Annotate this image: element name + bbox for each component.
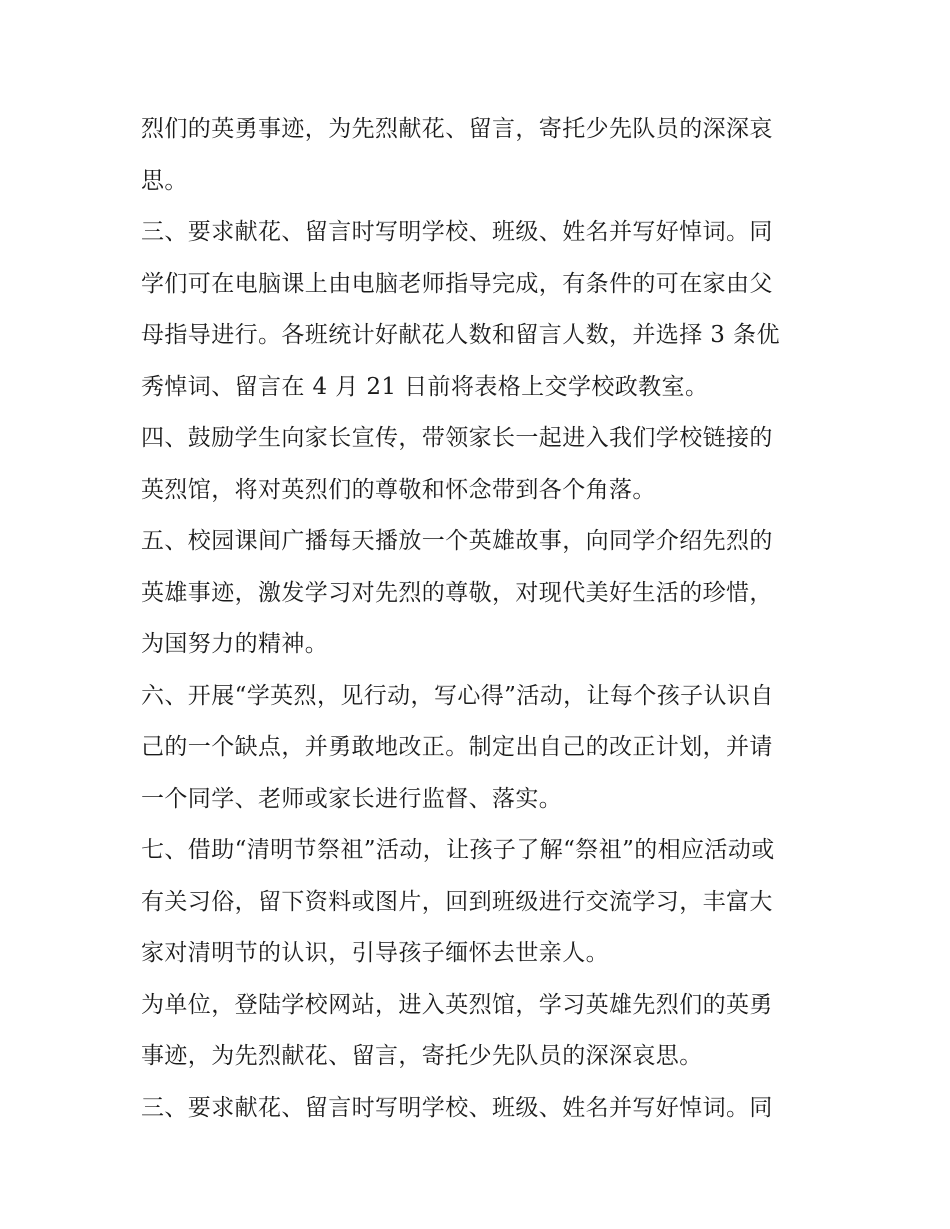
- text-line: 为单位，登陆学校网站，进入英烈馆，学习英雄先烈们的英勇: [141, 991, 773, 1018]
- text-line: 五、校园课间广播每天播放一个英雄故事，向同学介绍先烈的: [141, 528, 773, 554]
- text-line: 七、借助“清明节祭祖”活动，让孩子了解“祭祖”的相应活动或: [141, 837, 775, 863]
- text-line: 思。: [141, 167, 188, 194]
- text-line: 学们可在电脑课上由电脑老师指导完成，有条件的可在家由父: [141, 270, 773, 297]
- document-body: [141, 104, 821, 1134]
- text-line: 秀悼词、留言在 4 月 21 日前将表格上交学校政教室。: [141, 373, 709, 400]
- text-line: 家对清明节的认识，引导孩子缅怀去世亲人。: [141, 940, 609, 966]
- text-line: 三、要求献花、留言时写明学校、班级、姓名并写好悼词。同: [141, 219, 773, 245]
- text-line: 己的一个缺点，并勇敢地改正。制定出自己的改正计划，并请: [141, 734, 773, 760]
- text-line: 烈们的英勇事迹，为先烈献花、留言，寄托少先队员的深深哀: [141, 116, 773, 142]
- text-line: 一个同学、老师或家长进行监督、落实。: [141, 785, 563, 812]
- text-line: 事迹，为先烈献花、留言，寄托少先队员的深深哀思。: [141, 1043, 703, 1069]
- text-line: 有关习俗，留下资料或图片，回到班级进行交流学习，丰富大: [141, 888, 773, 915]
- text-line: 六、开展“学英烈，见行动，写心得”活动，让每个孩子认识自: [141, 682, 774, 709]
- text-line: 三、要求献花、留言时写明学校、班级、姓名并写好悼词。同: [141, 1094, 773, 1121]
- text-line: 为国努力的精神。: [141, 631, 329, 657]
- text-line: 英雄事迹，激发学习对先烈的尊敬，对现代美好生活的珍惜，: [141, 579, 773, 606]
- text-line: 四、鼓励学生向家长宣传，带领家长一起进入我们学校链接的: [141, 425, 773, 451]
- text-line: 英烈馆，将对英烈们的尊敬和怀念带到各个角落。: [141, 476, 656, 503]
- text-line: 母指导进行。各班统计好献花人数和留言人数，并选择 3 条优: [141, 322, 780, 348]
